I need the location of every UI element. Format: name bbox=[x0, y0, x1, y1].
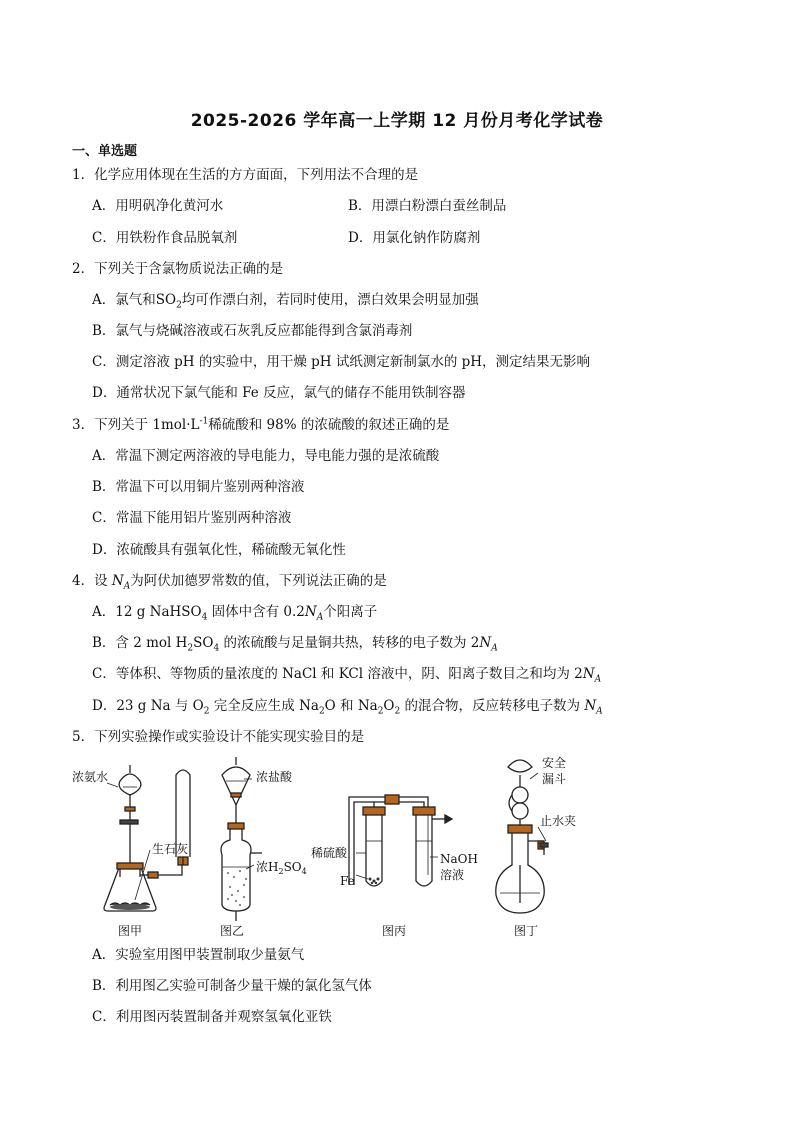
label-conc-h2so4: 浓$H_2SO_4$ bbox=[256, 860, 307, 876]
q4-stem: 4．设 $N_A$为阿伏加德罗常数的值，下列说法正确的是 bbox=[72, 573, 387, 592]
q1-stem: 1．化学应用体现在生活的方方面面，下列用法不合理的是 bbox=[72, 167, 419, 183]
q2-option-d: D．通常状况下氯气能和 Fe 反应，氯气的储存不能用铁制容器 bbox=[92, 385, 466, 401]
q2-stem: 2．下列关于含氯物质说法正确的是 bbox=[72, 261, 284, 277]
label-naoh: NaOH bbox=[440, 852, 478, 866]
q2-option-c: C．测定溶液 pH 的实验中，用干燥 pH 试纸测定新制氯水的 pH，测定结果无影响 bbox=[92, 354, 591, 370]
q2-option-a: A．氯气和$SO_2$均可作漂白剂，若同时使用，漂白效果会明显加强 bbox=[92, 292, 479, 311]
q2-option-b: B．氯气与烧碱溶液或石灰乳反应都能得到含氯消毒剂 bbox=[92, 323, 413, 339]
figure-ding bbox=[496, 755, 576, 938]
section-heading: 一、单选题 bbox=[72, 144, 138, 159]
label-funnel: 漏斗 bbox=[542, 772, 567, 786]
label-dilute-h2so4: 稀硫酸 bbox=[311, 846, 348, 860]
q3-option-a: A．常温下测定两溶液的导电能力，导电能力强的是浓硫酸 bbox=[92, 448, 440, 464]
q5-stem: 5．下列实验操作或实验设计不能实现实验目的是 bbox=[72, 729, 365, 745]
label-fe: Fe bbox=[340, 874, 355, 888]
q4-option-d: D．23 g Na 与 $O_2$ 完全反应生成 $Na_2O$ 和 $Na_2O_2$ 的混合物，反应转移电子数为 $N_A$ bbox=[92, 698, 603, 717]
q3-option-c: C．常温下能用铝片鉴别两种溶液 bbox=[92, 510, 292, 526]
q5-option-b: B．利用图乙实验可制备少量干燥的氯化氢气体 bbox=[92, 978, 372, 994]
page-title: 2025-2026 学年高一上学期 12 月份月考化学试卷 bbox=[190, 111, 604, 131]
q5-option-a: A．实验室用图甲装置制取少量氨气 bbox=[92, 947, 305, 963]
label-conc-hcl: 浓盐酸 bbox=[256, 770, 293, 784]
q1-option-d: D．用氯化钠作防腐剂 bbox=[348, 230, 481, 246]
figure-bing bbox=[311, 795, 478, 938]
q4-option-c: C．等体积、等物质的量浓度的 NaCl 和 KCl 溶液中，阴、阳离子数目之和均为 $2N_A$ bbox=[92, 666, 602, 685]
q1-option-c: C．用铁粉作食品脱氧剂 bbox=[92, 230, 238, 246]
label-ammonia-water: 浓氨水 bbox=[72, 770, 109, 784]
figure-jia bbox=[72, 765, 190, 938]
caption-yi: 图乙 bbox=[220, 924, 245, 938]
q1-option-a: A．用明矾净化黄河水 bbox=[92, 198, 224, 214]
label-clamp: 止水夹 bbox=[540, 814, 577, 828]
caption-bing: 图丙 bbox=[382, 924, 407, 938]
label-safety: 安全 bbox=[542, 756, 567, 770]
figure-yi bbox=[220, 757, 307, 938]
label-solution: 溶液 bbox=[440, 868, 465, 882]
label-quicklime: 生石灰 bbox=[152, 842, 189, 856]
q4-option-a: A．12 g NaHSO$_4$ 固体中含有 $0.2N_A$个阳离子 bbox=[92, 604, 378, 623]
q3-option-d: D．浓硫酸具有强氧化性，稀硫酸无氧化性 bbox=[92, 542, 346, 558]
q3-stem: 3．下列关于 $1mol\cdot L^{-1}$稀硫酸和 98% 的浓硫酸的叙述正确的是 bbox=[72, 416, 450, 433]
q3-option-b: B．常温下可以用铜片鉴别两种溶液 bbox=[92, 479, 305, 495]
q5-option-c: C．利用图丙装置制备并观察氢氧化亚铁 bbox=[92, 1009, 332, 1025]
apparatus-figures bbox=[0, 745, 794, 945]
q1-option-b: B．用漂白粉漂白蚕丝制品 bbox=[348, 198, 507, 214]
caption-ding: 图丁 bbox=[514, 924, 539, 938]
caption-jia: 图甲 bbox=[118, 924, 143, 938]
q4-option-b: B．含 2 mol $H_2SO_4$ 的浓硫酸与足量铜共热，转移的电子数为 $2N_A$ bbox=[92, 635, 498, 654]
